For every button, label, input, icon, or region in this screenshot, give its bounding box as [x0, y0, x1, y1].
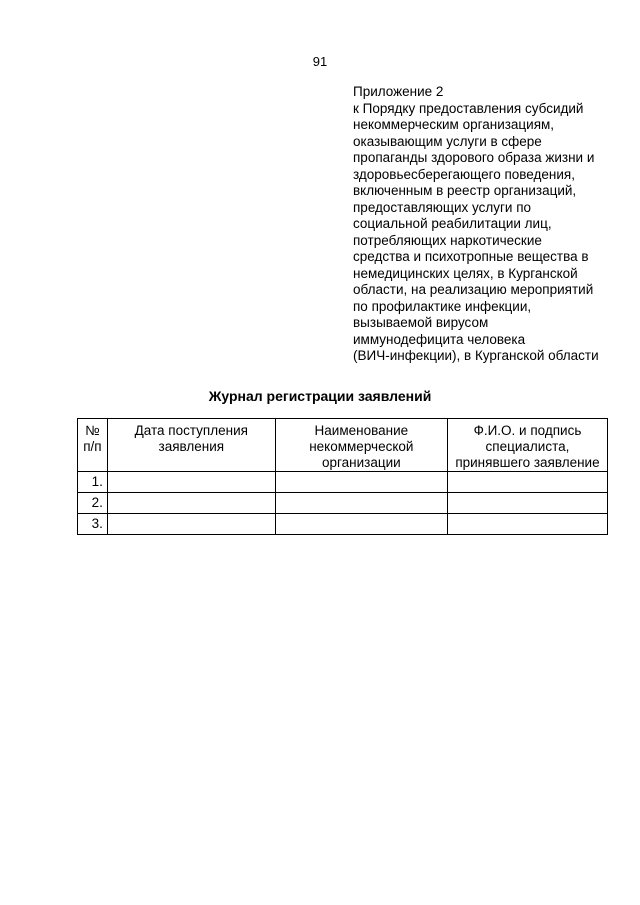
column-header-date: Дата поступления заявления	[107, 419, 275, 472]
appendix-line: Приложение 2	[353, 84, 444, 99]
appendix-line: вызываемой вирусом	[353, 315, 489, 330]
appendix-line: социальной реабилитации лиц,	[353, 216, 552, 231]
organization-cell	[275, 493, 447, 514]
row-number: 1.	[78, 472, 108, 493]
appendix-block	[353, 84, 623, 365]
row-number: 2.	[78, 493, 108, 514]
journal-table	[77, 418, 608, 535]
column-header-number: № п/п	[78, 419, 108, 472]
specialist-cell	[447, 514, 607, 535]
specialist-cell	[447, 493, 607, 514]
appendix-line: по профилактике инфекции,	[353, 298, 532, 314]
appendix-line: средства и психотропные вещества в	[353, 249, 589, 264]
row-number: 3.	[78, 514, 108, 535]
appendix-line: некоммерческим организациям,	[353, 117, 555, 132]
table-header-row	[78, 419, 608, 472]
table-row	[78, 514, 608, 535]
organization-cell	[275, 472, 447, 493]
column-header-specialist: Ф.И.О. и подпись специалиста, принявшего заявление	[447, 419, 607, 472]
appendix-line: потребляющих наркотические	[353, 232, 542, 248]
appendix-line: предоставляющих услуги по	[353, 199, 532, 215]
page-number: 91	[312, 54, 328, 69]
date-cell	[107, 514, 275, 535]
organization-cell	[275, 514, 447, 535]
appendix-line: области, на реализацию мероприятий	[353, 282, 594, 297]
appendix-line: оказывающим услуги в сфере	[353, 133, 542, 149]
date-cell	[107, 493, 275, 514]
date-cell	[107, 472, 275, 493]
journal-title: Журнал регистрации заявлений	[208, 388, 432, 404]
table-row	[78, 472, 608, 493]
appendix-line: немедицинских целях, в Курганской	[353, 265, 578, 281]
specialist-cell	[447, 472, 607, 493]
appendix-line: (ВИЧ-инфекции), в Курганской области	[353, 348, 599, 363]
appendix-line: иммунодефицита человека	[353, 331, 526, 347]
column-header-organization: Наименование некоммерческой организации	[275, 419, 447, 472]
appendix-line: пропаганды здорового образа жизни и	[353, 150, 595, 165]
appendix-line: включенным в реестр организаций,	[353, 183, 577, 198]
appendix-line: здоровьесберегающего поведения,	[353, 166, 575, 182]
table-row	[78, 493, 608, 514]
appendix-line: к Порядку предоставления субсидий	[353, 100, 584, 116]
